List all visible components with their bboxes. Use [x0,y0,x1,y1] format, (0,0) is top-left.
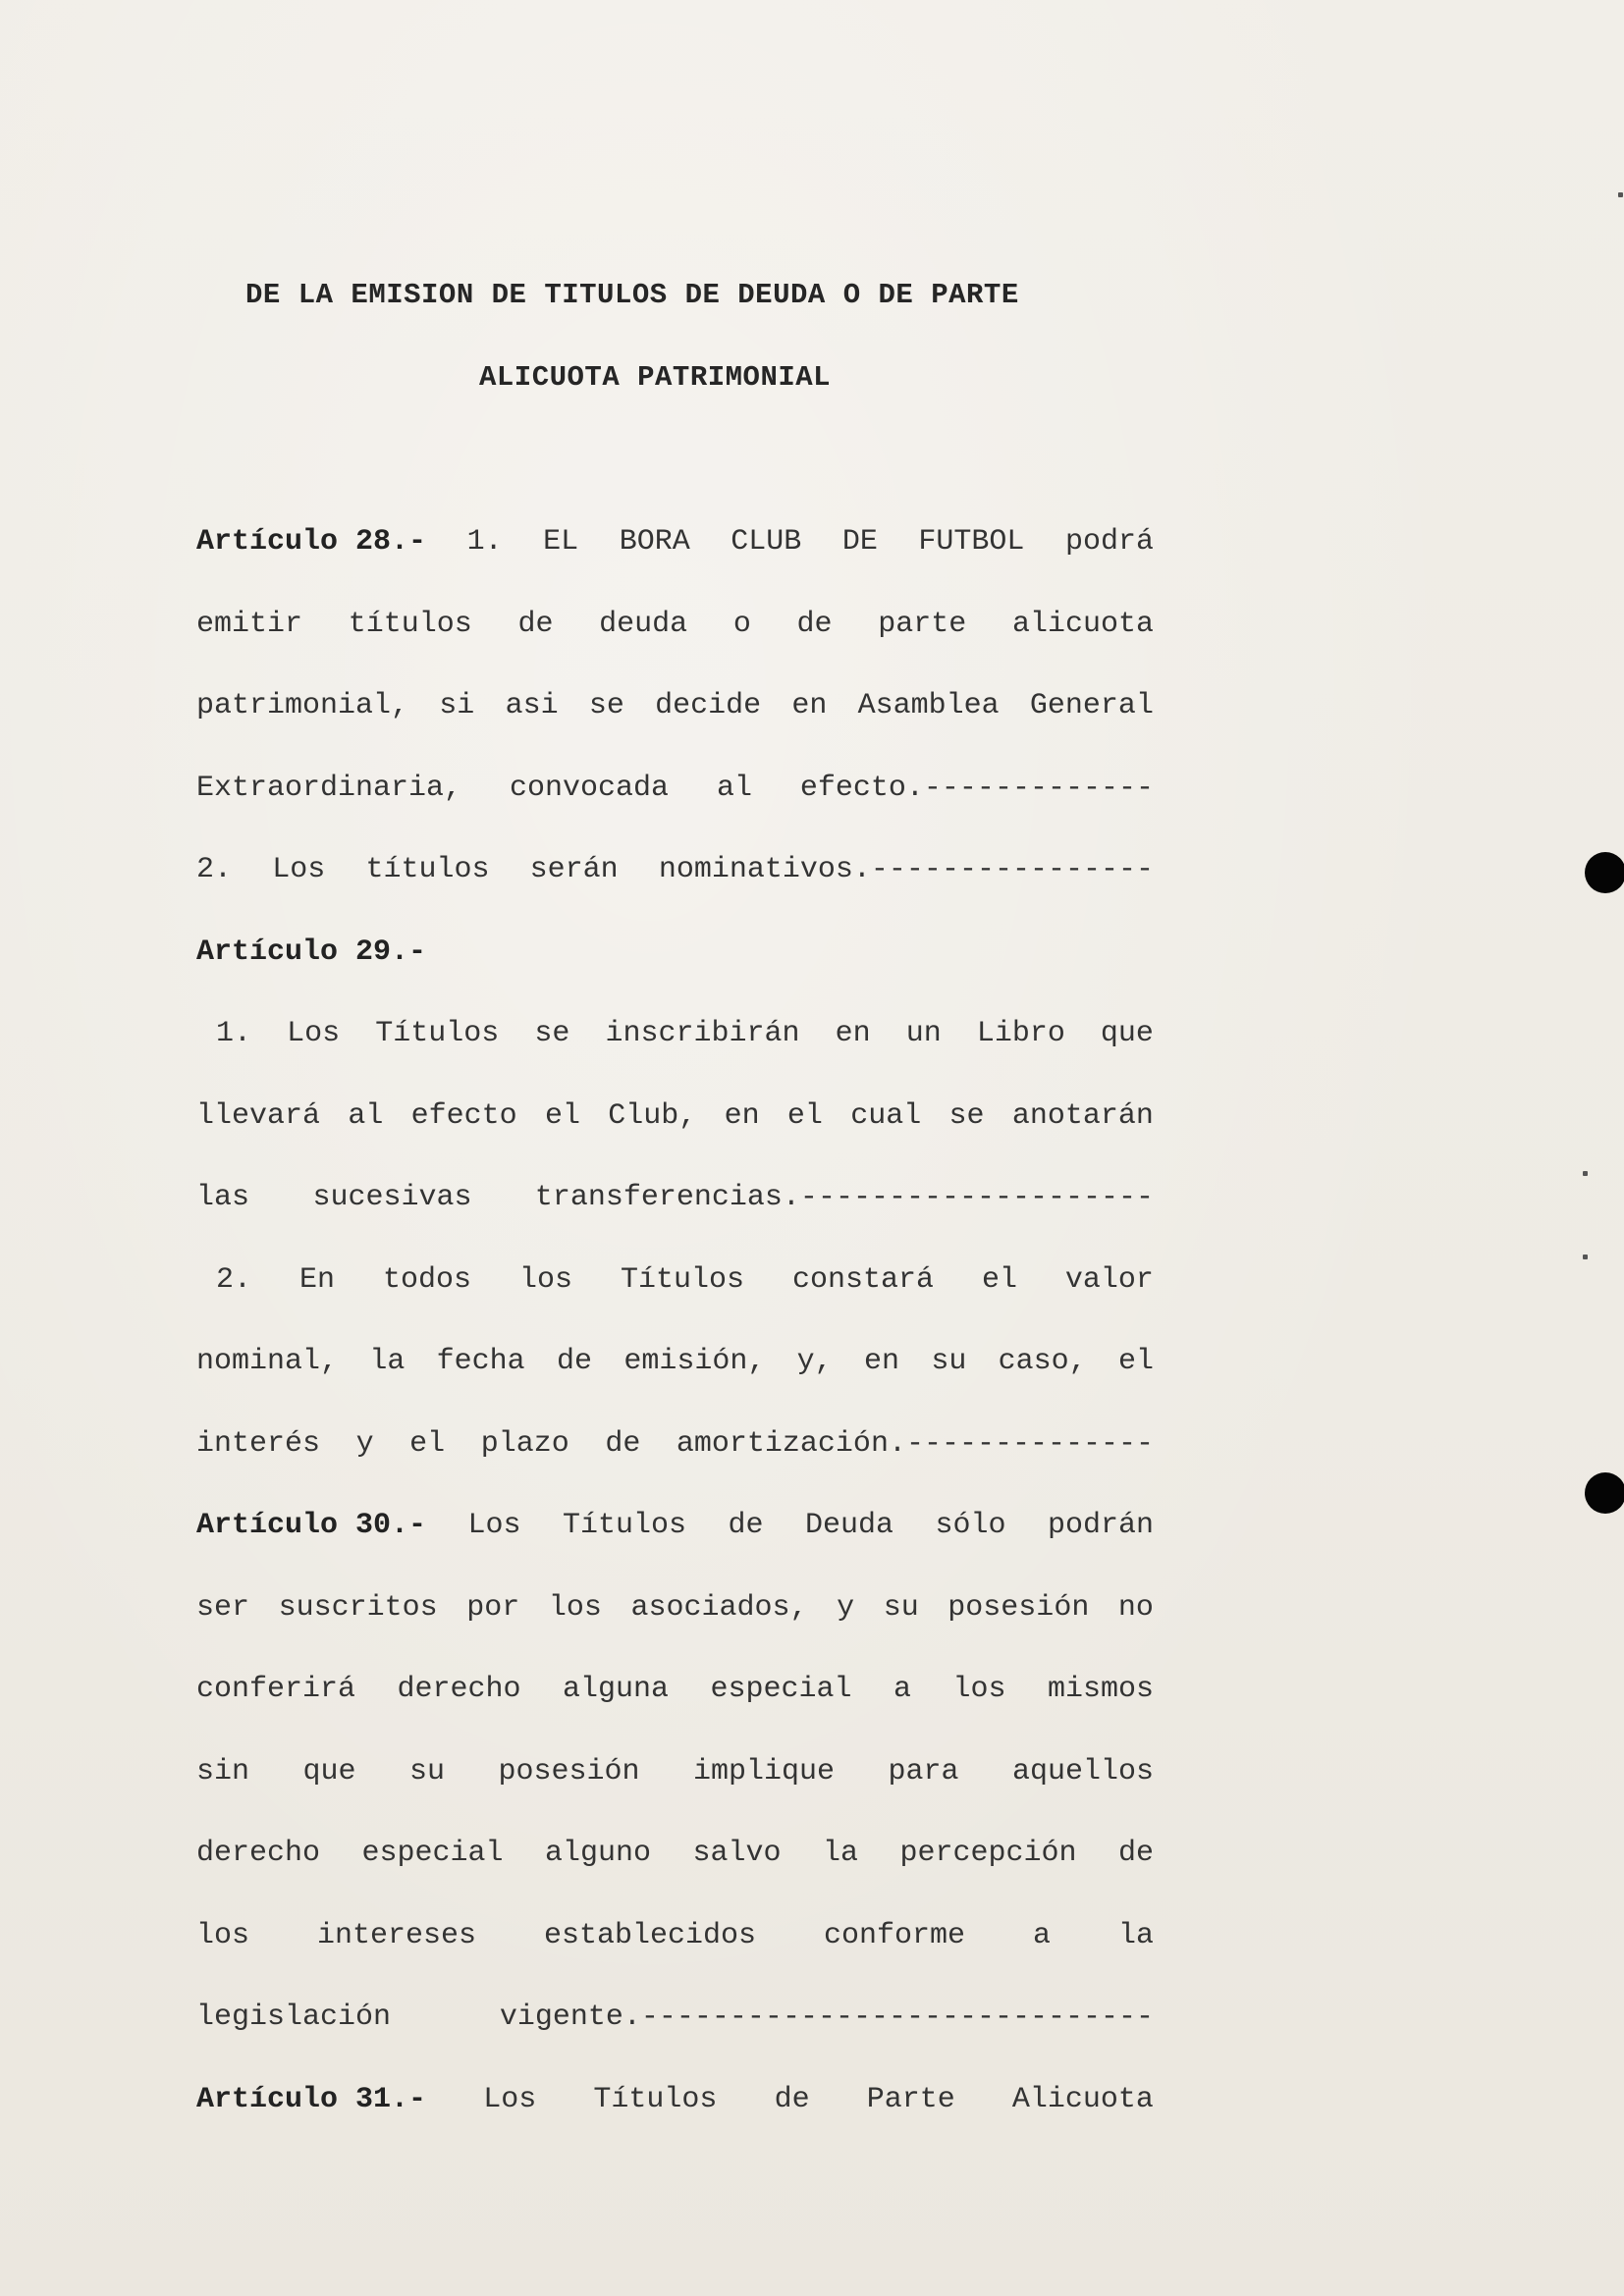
document-line: interés y el plazo de amortización.-------------- [196,1426,1154,1461]
paper-speck [1583,1255,1588,1259]
document-line: nominal, la fecha de emisión, y, en su caso, el [196,1345,1154,1378]
document-line: conferirá derecho alguna especial a los mismos [196,1673,1154,1706]
document-line: Artículo 28.- 1. EL BORA CLUB DE FUTBOL podrá [196,525,1154,559]
document-line: 1. Los Títulos se inscribirán en un Libro que [216,1017,1154,1050]
punch-hole [1585,852,1624,893]
document-line: Artículo 29.- [196,934,427,969]
paper-speck [1583,1171,1588,1176]
document-line: ser suscritos por los asociados, y su posesión no [196,1590,1154,1625]
document-line: Artículo 30.- Los Títulos de Deuda sólo podrán [196,1509,1154,1542]
punch-hole [1585,1472,1624,1514]
document-line: sin que su posesión implique para aquellos [196,1754,1154,1789]
document-body [196,518,1154,2158]
document-line: derecho especial alguno salvo la percepción de [196,1837,1154,1870]
section-heading-line-2: ALICUOTA PATRIMONIAL [479,361,832,394]
paper-speck [1618,192,1623,197]
document-line: Artículo 31.- Los Títulos de Parte Alicuota [196,2082,1154,2116]
document-line: las sucesivas transferencias.-------------------- [196,1181,1154,1214]
document-line: emitir títulos de deuda o de parte alicuota [196,607,1154,641]
section-heading-line-1: DE LA EMISION DE TITULOS DE DEUDA O DE PARTE [245,279,1019,311]
document-line: los intereses establecidos conforme a la [196,1918,1154,1952]
document-line: Extraordinaria, convocada al efecto.------------- [196,771,1154,805]
document-line: patrimonial, si asi se decide en Asamblea General [196,689,1154,722]
document-line: 2. En todos los Títulos constará el valor [216,1262,1154,1297]
document-line: legislación vigente.----------------------------- [196,2001,1154,2034]
document-line: llevará al efecto el Club, en el cual se anotarán [196,1098,1154,1133]
document-line: 2. Los títulos serán nominativos.---------------- [196,853,1154,886]
